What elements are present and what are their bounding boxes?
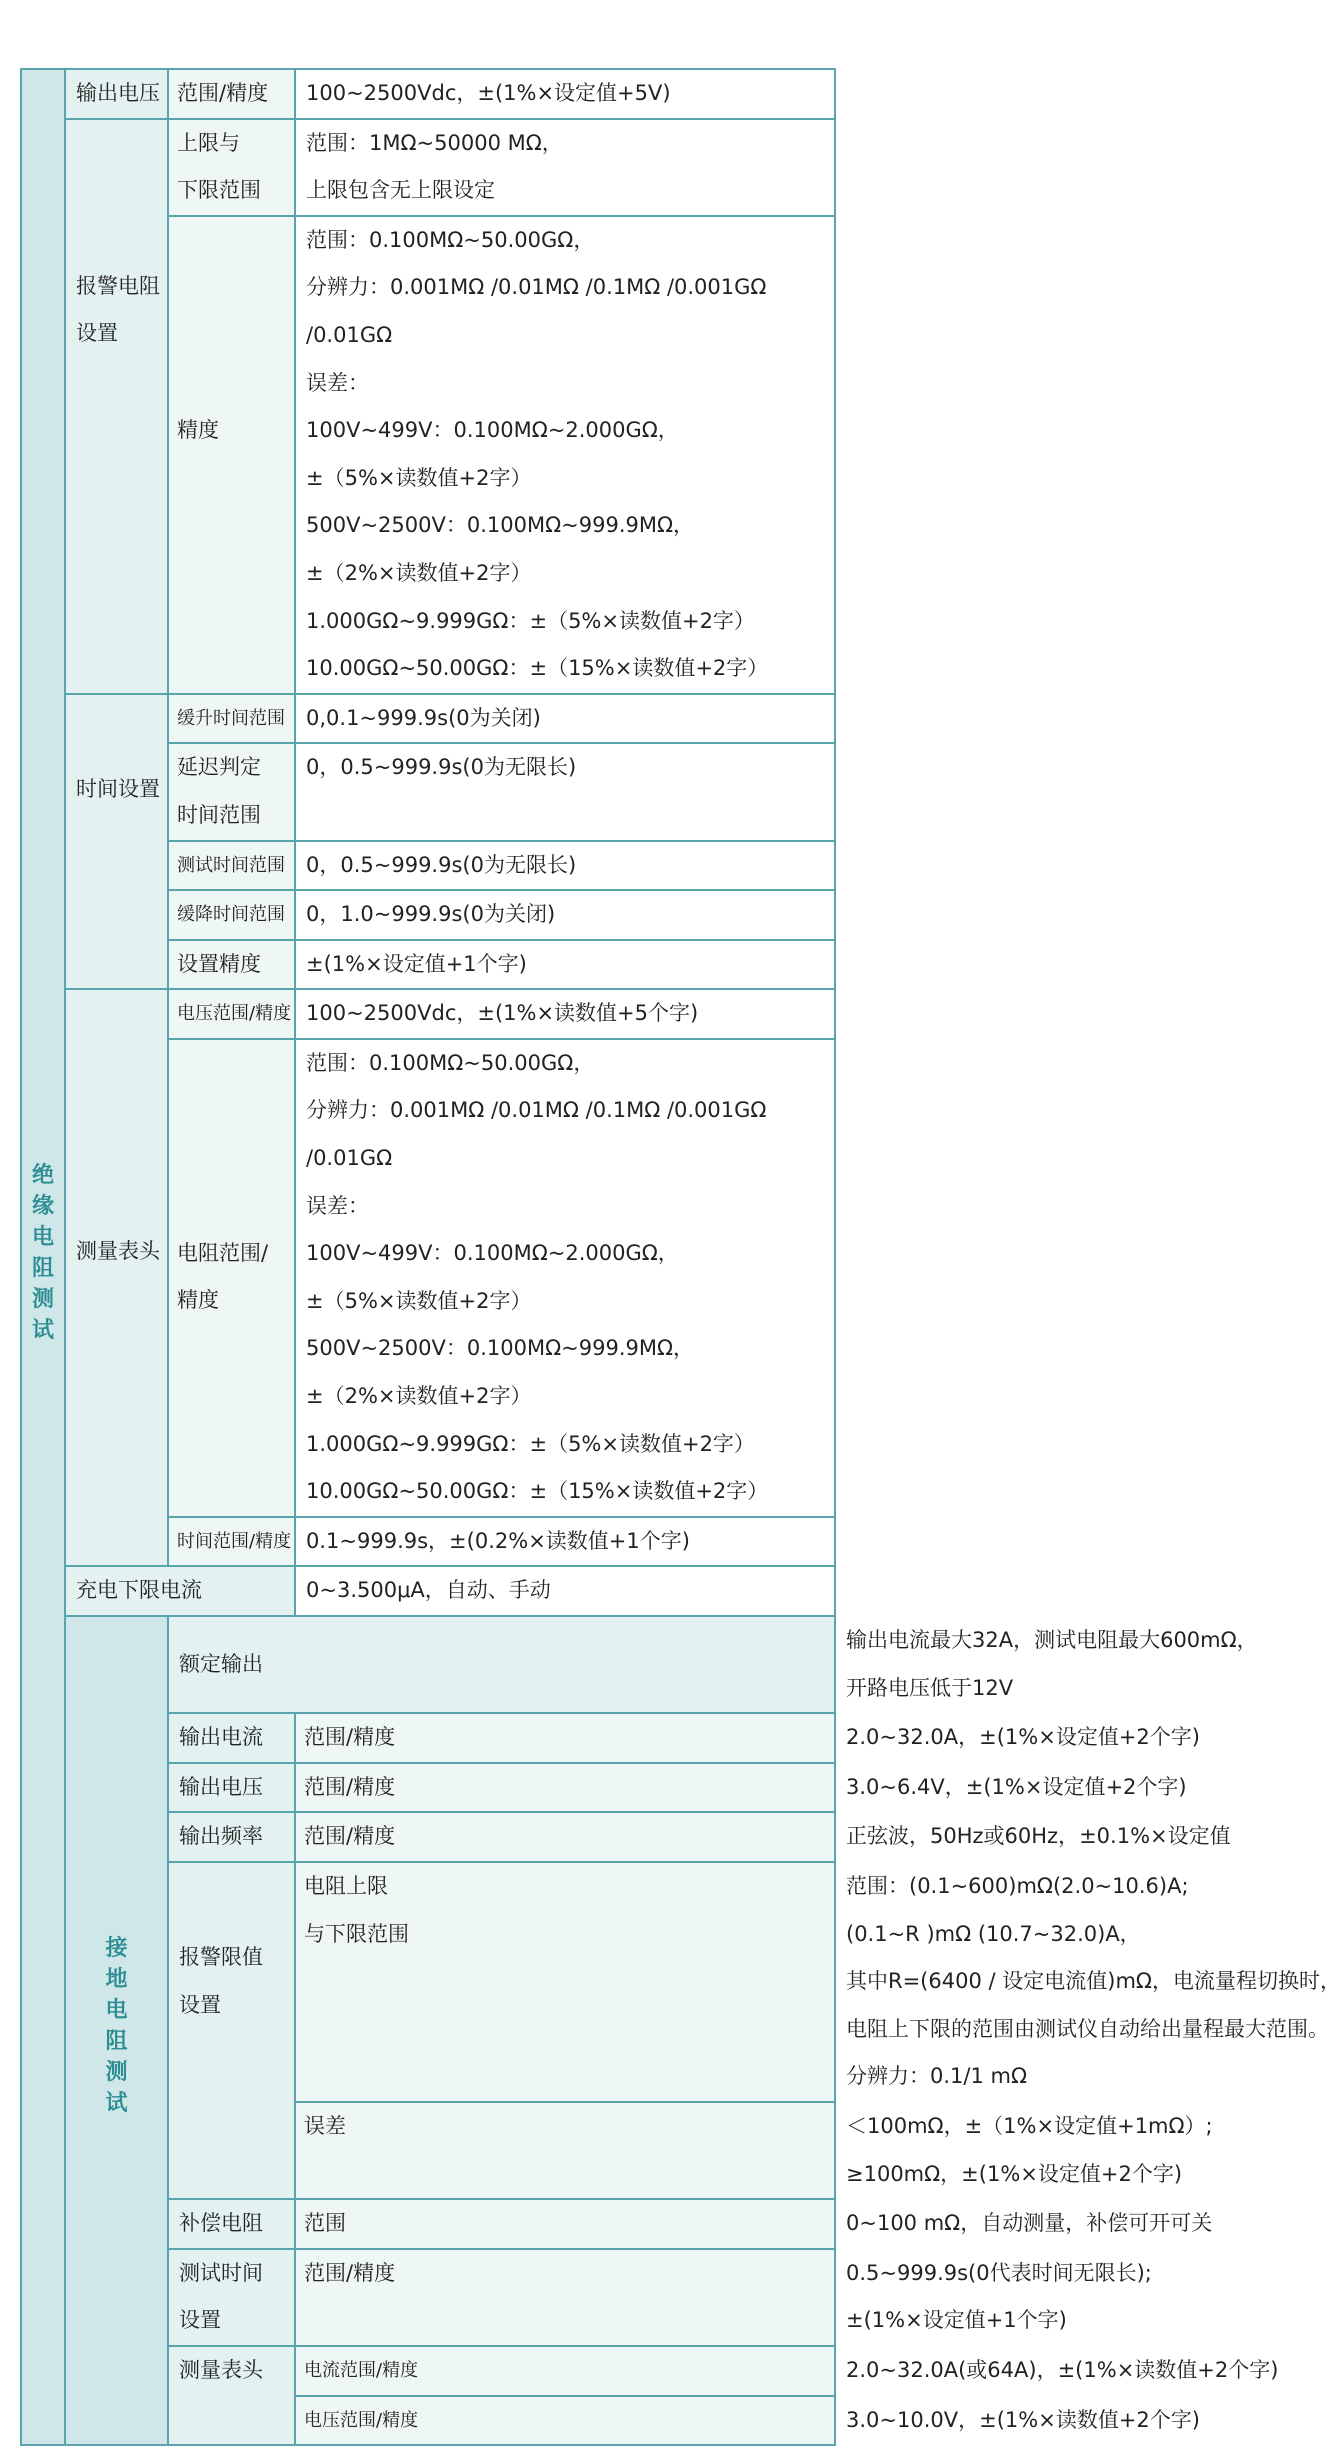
value-cell: ±(1%×设定值+1个字) xyxy=(295,940,835,990)
table-row: 电压范围/精度 3.0~10.0V，±(1%×读数值+2个字) xyxy=(21,2396,835,2446)
param-label: 输出电压 xyxy=(168,1763,295,1813)
table-row: 输出频率 范围/精度 正弦波，50Hz或60Hz，±0.1%×设定值 xyxy=(21,1812,835,1862)
table-row xyxy=(21,989,835,1039)
spec-table xyxy=(20,68,1341,2446)
value-cell: 0.1~999.9s，±(0.2%×读数值+1个字) xyxy=(295,1517,835,1567)
sub-label: 设置精度 xyxy=(168,940,295,990)
sub-label: 缓降时间范围 xyxy=(168,890,295,940)
sub-label: 范围 xyxy=(295,2199,835,2249)
sub-label: 范围/精度 xyxy=(295,1713,835,1763)
param-label: 充电下限电流 xyxy=(65,1566,295,1616)
table-row: 补偿电阻 范围 0~100 mΩ，自动测量，补偿可开可关 xyxy=(21,2199,835,2249)
sub-label: 测试时间范围 xyxy=(168,841,295,891)
table-row xyxy=(21,119,835,216)
value-cell: 0,0.1~999.9s(0为关闭) xyxy=(295,694,835,744)
sub-label: 延迟判定 时间范围 xyxy=(168,743,295,840)
param-label: 输出电流 xyxy=(168,1713,295,1763)
table-row: 测量表头 电流范围/精度 2.0~32.0A(或64A)，±(1%×读数值+2个字) xyxy=(21,2346,835,2396)
value-cell: 0~3.500μA，自动、手动 xyxy=(295,1566,835,1616)
section-title-insulation: 绝 缘 电 阻 测 试 xyxy=(31,1162,54,1343)
param-label: 报警限值 设置 xyxy=(168,1862,295,2199)
sub-label: 电流范围/精度 xyxy=(295,2346,835,2396)
table-row: 测试时间 设置 范围/精度 0.5~999.9s(0代表时间无限长); ±(1%×设定值+1个字) xyxy=(21,2249,835,2346)
table-row: 报警限值 设置 电阻上限 与下限范围 范围：(0.1~600)mΩ(2.0~10.6)A; (0.1~R )mΩ (10.7~32.0)A， 其中R=(6400 / 设定电流值)mΩ，电流量程切换时， 电阻上下限的范围由测试仪自动给出量程最大范围。 分辨力：0.1/1 mΩ xyxy=(21,1862,835,2102)
param-label: 输出电压 xyxy=(65,69,168,119)
table-row: 误差 ＜100mΩ，±（1%×设定值+1mΩ）; ≥100mΩ，±(1%×设定值+2个字) xyxy=(21,2102,835,2199)
sub-label: 电阻范围/ 精度 xyxy=(168,1039,295,1517)
param-label: 额定输出 xyxy=(168,1616,835,1713)
sub-label: 范围/精度 xyxy=(295,2249,835,2346)
table-row xyxy=(21,69,835,119)
param-label: 补偿电阻 xyxy=(168,2199,295,2249)
value-cell: 范围：0.100MΩ~50.00GΩ， 分辨力：0.001MΩ /0.01MΩ /0.1MΩ /0.001GΩ /0.01GΩ 误差： 100V~499V：0.100MΩ~2.000GΩ， ±（5%×读数值+2字） 500V~2500V：0.100MΩ~999.9MΩ， ±（2%×读数值+2字） 1.000GΩ~9.999GΩ：±（5%×读数值+2字） 10.00GΩ~50.00GΩ：±（15%×读数值+2字） xyxy=(295,1039,835,1517)
sub-label: 精度 xyxy=(168,216,295,694)
table-row xyxy=(21,694,835,744)
value-cell: 范围：1MΩ~50000 MΩ， 上限包含无上限设定 xyxy=(295,119,835,216)
section-title-ground: 接 地 电 阻 测 试 xyxy=(105,1936,128,2117)
param-label: 测量表头 xyxy=(65,989,168,1566)
value-cell: 范围：0.100MΩ~50.00GΩ， 分辨力：0.001MΩ /0.01MΩ /0.1MΩ /0.001GΩ /0.01GΩ 误差： 100V~499V：0.100MΩ~2.000GΩ， ±（5%×读数值+2字） 500V~2500V：0.100MΩ~999.9MΩ， ±（2%×读数值+2字） 1.000GΩ~9.999GΩ：±（5%×读数值+2字） 10.00GΩ~50.00GΩ：±（15%×读数值+2字） xyxy=(295,216,835,694)
param-label: 时间设置 xyxy=(65,694,168,990)
section-ground xyxy=(65,1616,168,2445)
sub-label: 电压范围/精度 xyxy=(295,2396,835,2446)
value-cell: 0，0.5~999.9s(0为无限长) xyxy=(295,743,835,840)
section-insulation xyxy=(21,69,65,2445)
param-label: 测试时间 设置 xyxy=(168,2249,295,2346)
table-row: 输出电流 范围/精度 2.0~32.0A，±(1%×设定值+2个字) xyxy=(21,1713,835,1763)
param-label: 输出频率 xyxy=(168,1812,295,1862)
spec-table-container xyxy=(20,68,1341,2446)
value-cell: 100~2500Vdc，±(1%×设定值+5V) xyxy=(295,69,835,119)
table-row: 接 地 电 阻 测 试 额定输出 输出电流最大32A，测试电阻最大600mΩ， 开路电压低于12V xyxy=(21,1616,835,1713)
sub-label: 范围/精度 xyxy=(168,69,295,119)
sub-label: 缓升时间范围 xyxy=(168,694,295,744)
table-row: 输出电压 范围/精度 3.0~6.4V，±(1%×设定值+2个字) xyxy=(21,1763,835,1813)
param-label: 测量表头 xyxy=(168,2346,295,2445)
value-cell: 100~2500Vdc，±(1%×读数值+5个字) xyxy=(295,989,835,1039)
sub-label: 误差 xyxy=(295,2102,835,2199)
param-label: 报警电阻 设置 xyxy=(65,119,168,694)
sub-label: 电压范围/精度 xyxy=(168,989,295,1039)
sub-label: 时间范围/精度 xyxy=(168,1517,295,1567)
sub-label: 上限与 下限范围 xyxy=(168,119,295,216)
sub-label: 范围/精度 xyxy=(295,1763,835,1813)
sub-label: 电阻上限 与下限范围 xyxy=(295,1862,835,2102)
value-cell: 0，0.5~999.9s(0为无限长) xyxy=(295,841,835,891)
sub-label: 范围/精度 xyxy=(295,1812,835,1862)
value-cell: 0，1.0~999.9s(0为关闭) xyxy=(295,890,835,940)
table-row xyxy=(21,1566,835,1616)
